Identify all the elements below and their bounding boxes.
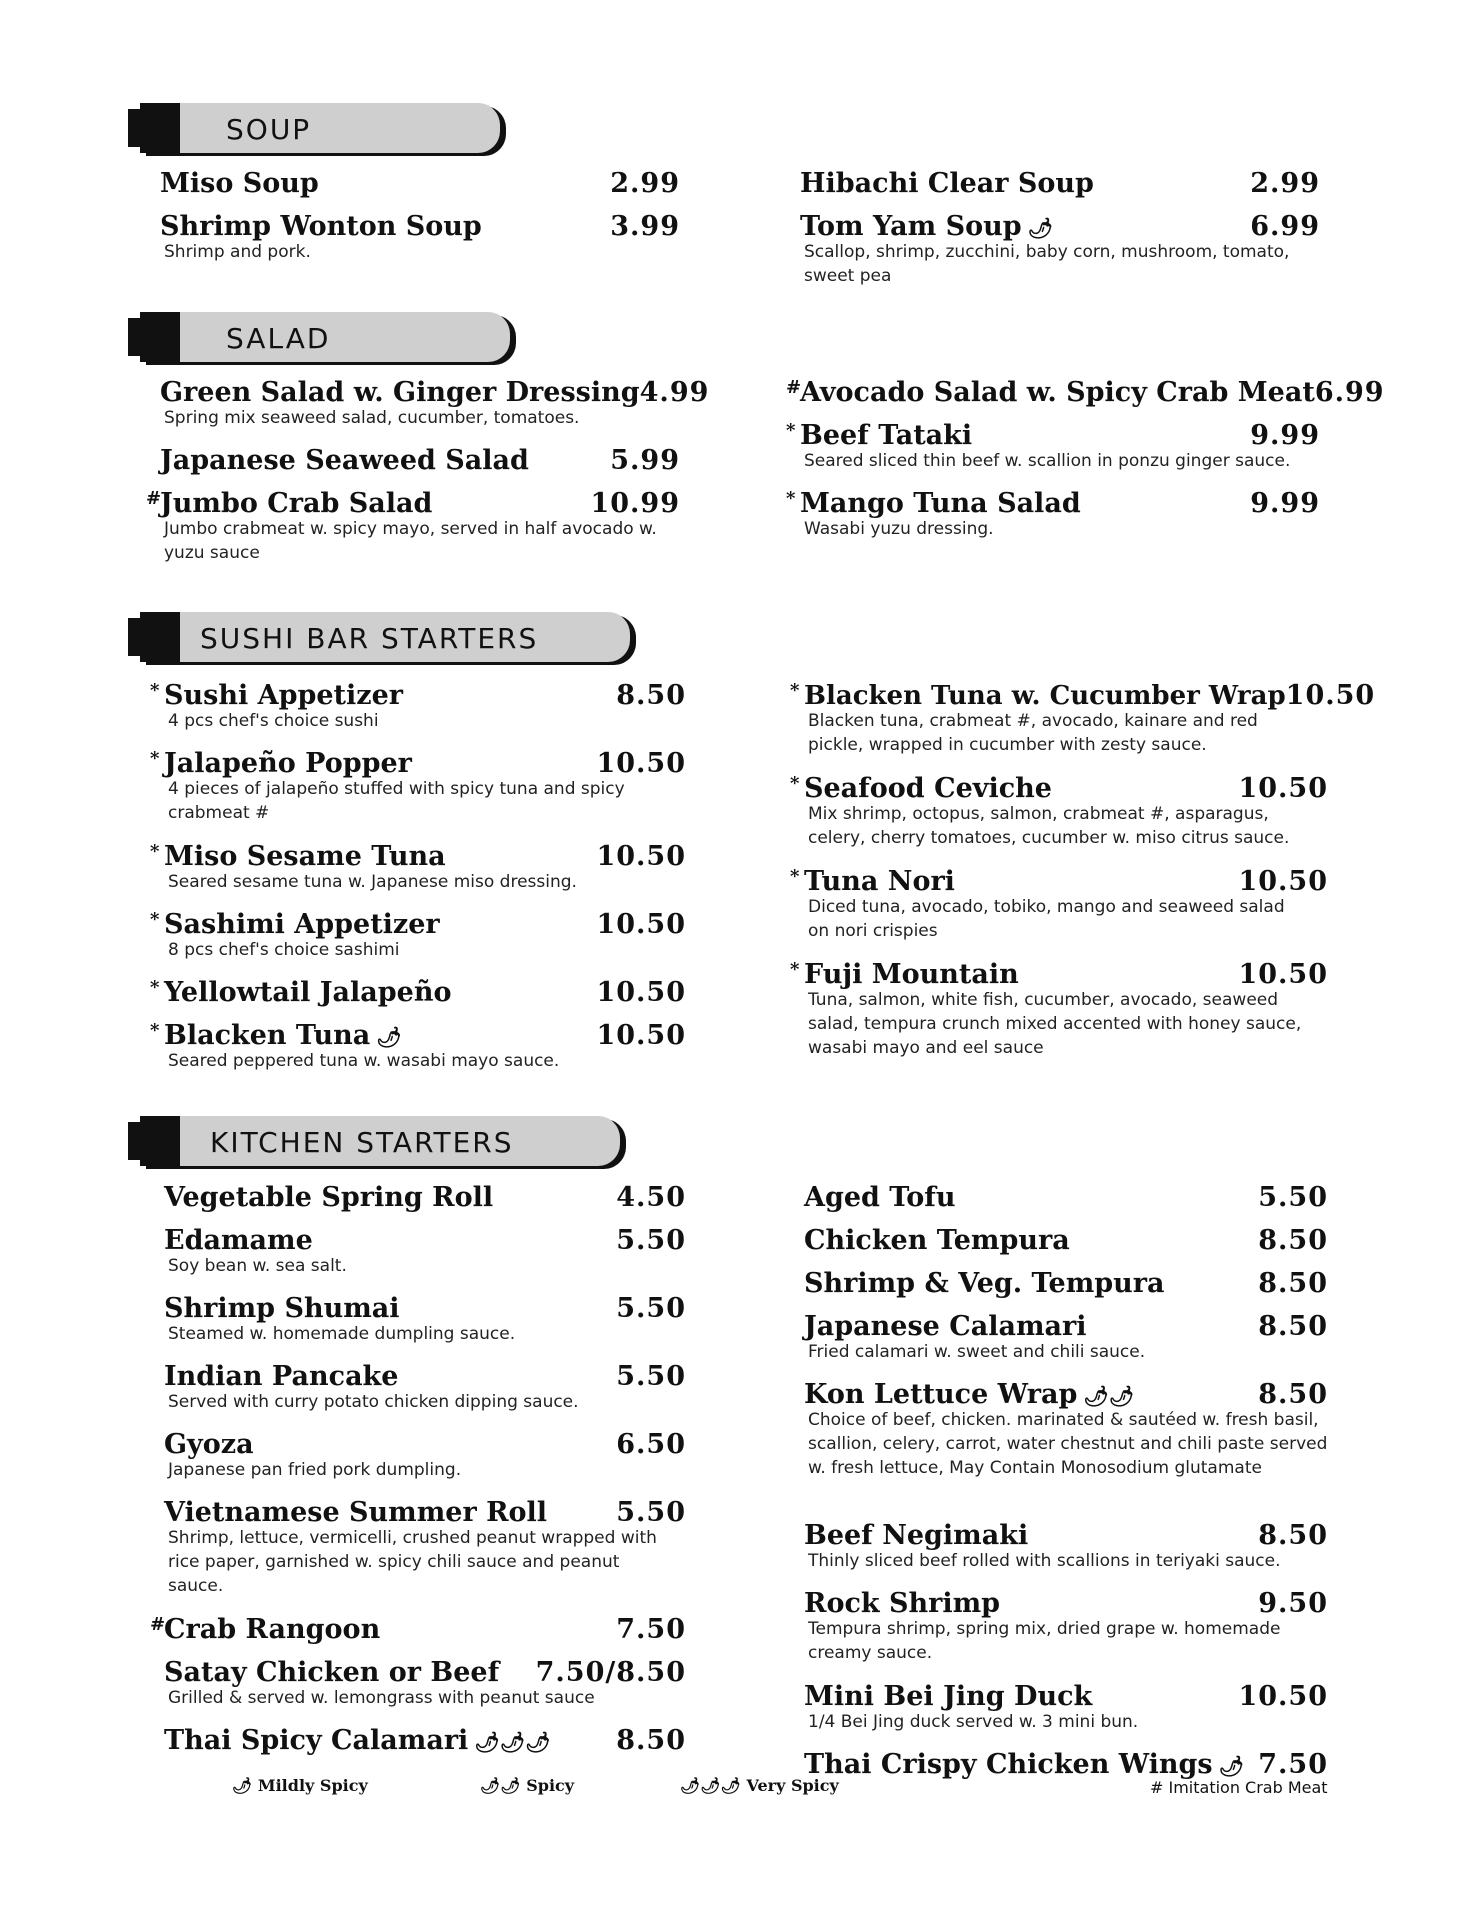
item-price: 6.99 (1250, 211, 1320, 242)
item-price: 9.99 (1250, 420, 1320, 451)
item-mark: # (146, 488, 162, 509)
menu-item (160, 377, 710, 445)
sushi-right-column (790, 680, 1376, 1060)
item-description: Jumbo crabmeat w. spicy mayo, served in half avocado w. yuzu sauce (164, 519, 657, 563)
menu-item (790, 959, 1328, 1060)
item-price: 5.50 (616, 1225, 686, 1256)
item-price: 7.50 (1258, 1749, 1328, 1780)
item-name: Vegetable Spring Roll (164, 1182, 494, 1213)
menu-item (150, 680, 686, 748)
legend-mildly-spicy (232, 1776, 368, 1795)
legend-imitation-crab-note: # Imitation Crab Meat (1150, 1778, 1328, 1797)
item-price: 8.50 (616, 1725, 686, 1756)
item-description: Choice of beef, chicken. marinated & sautéed w. fresh basil, scallion, celery, carrot, water chestnut and chili paste served w. fresh lettuce, May Contain Monosodium glutamate (808, 1410, 1328, 1478)
item-price: 8.50 (1258, 1225, 1328, 1256)
section-banner-sushi-bar-starters (140, 612, 630, 662)
item-name: Tom Yam Soup 🌶 (800, 211, 1054, 242)
item-name: Shrimp Shumai (164, 1293, 400, 1324)
legend-very-spicy (680, 1776, 839, 1795)
item-name: Jumbo Crab Salad (160, 488, 433, 519)
item-name: Jalapeño Popper (164, 748, 412, 779)
item-mark: * (786, 488, 796, 509)
item-price: 5.50 (616, 1497, 686, 1528)
menu-item (146, 488, 680, 565)
item-description: Mix shrimp, octopus, salmon, crabmeat #, asparagus, celery, cherry tomatoes, cucumber w. miso citrus sauce. (808, 804, 1290, 848)
item-description: 8 pcs chef's choice sashimi (168, 940, 400, 960)
item-description: 1/4 Bei Jing duck served w. 3 mini bun. (808, 1712, 1139, 1732)
item-price: 10.50 (596, 748, 686, 779)
item-description: 4 pcs chef's choice sushi (168, 711, 379, 731)
section-title: KITCHEN STARTERS (210, 1126, 514, 1159)
item-price: 10.50 (1285, 680, 1376, 711)
menu-item (790, 866, 1328, 959)
menu-item (164, 1725, 686, 1756)
item-description: Scallop, shrimp, zucchini, baby corn, mushroom, tomato, sweet pea (804, 242, 1290, 286)
item-name: Shrimp Wonton Soup (160, 211, 482, 242)
item-name: Shrimp & Veg. Tempura (804, 1268, 1165, 1299)
chili-pepper-icon: 🌶🌶 (1083, 1384, 1135, 1408)
item-price: 10.50 (1238, 959, 1328, 990)
menu-item (804, 1311, 1328, 1379)
item-name: Japanese Calamari (804, 1311, 1087, 1342)
menu-item (150, 1614, 686, 1657)
item-price: 8.50 (1258, 1268, 1328, 1299)
item-description: Steamed w. homemade dumpling sauce. (168, 1324, 516, 1344)
item-description: Fried calamari w. sweet and chili sauce. (808, 1342, 1146, 1362)
item-name: Sushi Appetizer (164, 680, 403, 711)
item-name: Japanese Seaweed Salad (160, 445, 529, 476)
item-name: Aged Tofu (804, 1182, 956, 1213)
item-price: 5.50 (616, 1361, 686, 1392)
item-description: Japanese pan fried pork dumpling. (168, 1460, 462, 1480)
menu-item (786, 420, 1320, 488)
menu-item (164, 1657, 686, 1725)
menu-item (164, 1361, 686, 1429)
item-price: 10.50 (596, 977, 686, 1008)
menu-item (804, 1182, 1328, 1225)
item-price: 7.50/8.50 (535, 1657, 686, 1688)
item-price: 10.50 (1238, 773, 1328, 804)
item-description: Tuna, salmon, white fish, cucumber, avocado, seaweed salad, tempura crunch mixed accented with honey sauce, wasabi mayo and eel sauce (808, 990, 1302, 1058)
item-name: Seafood Ceviche (804, 773, 1052, 804)
item-name: Satay Chicken or Beef (164, 1657, 500, 1688)
item-price: 10.50 (596, 841, 686, 872)
kitchen-left-column (150, 1182, 686, 1756)
item-price: 3.99 (610, 211, 680, 242)
menu-item (804, 1520, 1328, 1588)
item-price: 10.50 (596, 1020, 686, 1051)
item-name: Yellowtail Jalapeño (164, 977, 452, 1008)
chili-pepper-icon: 🌶🌶 (480, 1776, 521, 1795)
item-description: Diced tuna, avocado, tobiko, mango and seaweed salad on nori crispies (808, 897, 1285, 941)
menu-item (800, 168, 1320, 211)
menu-item (164, 1429, 686, 1497)
legend-label: Spicy (526, 1776, 575, 1795)
item-description: 4 pieces of jalapeño stuffed with spicy tuna and spicy crabmeat # (168, 779, 625, 823)
menu-item (790, 680, 1376, 773)
item-name: Kon Lettuce Wrap 🌶🌶 (804, 1379, 1135, 1410)
item-mark: * (790, 680, 800, 701)
item-mark: * (150, 977, 160, 998)
menu-item (164, 1182, 686, 1225)
salad-right-column (786, 377, 1385, 541)
item-price: 4.99 (639, 377, 710, 408)
chili-pepper-icon: 🌶 (1027, 216, 1054, 240)
item-mark: * (786, 420, 796, 441)
item-price: 2.99 (1250, 168, 1320, 199)
item-price: 10.99 (590, 488, 680, 519)
section-banner-soup (140, 103, 500, 153)
sushi-left-column (150, 680, 686, 1073)
item-price: 6.50 (616, 1429, 686, 1460)
item-description: Spring mix seaweed salad, cucumber, tomatoes. (164, 408, 580, 428)
item-name: Blacken Tuna 🌶 (164, 1020, 402, 1051)
chili-pepper-icon: 🌶 (1218, 1754, 1244, 1778)
item-price: 8.50 (1258, 1379, 1328, 1410)
section-title: SOUP (226, 113, 312, 146)
item-price: 4.50 (616, 1182, 686, 1213)
item-name: Miso Soup (160, 168, 319, 199)
menu-item (164, 1497, 686, 1614)
menu-item (150, 841, 686, 909)
menu-item (804, 1588, 1328, 1681)
section-title: SUSHI BAR STARTERS (200, 622, 539, 655)
item-name: Mini Bei Jing Duck (804, 1681, 1093, 1712)
item-description: Shrimp and pork. (164, 242, 311, 262)
soup-right-column (800, 168, 1320, 288)
item-description: Soy bean w. sea salt. (168, 1256, 347, 1276)
menu-item (150, 1020, 686, 1073)
item-description: Tempura shrimp, spring mix, dried grape w. homemade creamy sauce. (808, 1619, 1281, 1663)
menu-item (790, 773, 1328, 866)
item-name: Green Salad w. Ginger Dressing (160, 377, 640, 408)
section-banner-salad (140, 312, 510, 362)
item-name: Beef Tataki (800, 420, 973, 451)
item-description: Seared sesame tuna w. Japanese miso dressing. (168, 872, 577, 892)
item-name: Fuji Mountain (804, 959, 1019, 990)
item-price: 9.99 (1250, 488, 1320, 519)
menu-item (804, 1749, 1328, 1780)
item-price: 6.99 (1314, 377, 1385, 408)
menu-item (160, 445, 680, 488)
menu-item (800, 211, 1320, 288)
item-name: Tuna Nori (804, 866, 955, 897)
item-mark: * (150, 841, 160, 862)
kitchen-right-column (804, 1182, 1328, 1780)
soup-left-column (160, 168, 680, 264)
item-name: Chicken Tempura (804, 1225, 1070, 1256)
item-name: Mango Tuna Salad (800, 488, 1081, 519)
menu-item (150, 909, 686, 977)
item-price: 8.50 (1258, 1520, 1328, 1551)
menu-item (804, 1225, 1328, 1268)
item-price: 5.50 (616, 1293, 686, 1324)
menu-item (150, 977, 686, 1020)
item-name: Miso Sesame Tuna (164, 841, 446, 872)
menu-item (160, 211, 680, 264)
chili-pepper-icon: 🌶🌶🌶 (680, 1776, 741, 1795)
menu-item (164, 1293, 686, 1361)
item-description: Blacken tuna, crabmeat #, avocado, kainare and red pickle, wrapped in cucumber with zesty sauce. (808, 711, 1258, 755)
item-mark: * (150, 1020, 160, 1041)
item-description: Seared sliced thin beef w. scallion in ponzu ginger sauce. (804, 451, 1291, 471)
chili-pepper-icon: 🌶🌶🌶 (474, 1730, 551, 1754)
item-name: Beef Negimaki (804, 1520, 1029, 1551)
item-price: 8.50 (616, 680, 686, 711)
item-name: Indian Pancake (164, 1361, 399, 1392)
item-mark: * (790, 866, 800, 887)
item-mark: # (786, 377, 802, 398)
item-name: Crab Rangoon (164, 1614, 381, 1645)
item-name: Sashimi Appetizer (164, 909, 440, 940)
item-price: 5.99 (610, 445, 680, 476)
menu-item (164, 1225, 686, 1293)
item-mark: * (150, 680, 160, 701)
menu-item (804, 1268, 1328, 1311)
item-description: Thinly sliced beef rolled with scallions in teriyaki sauce. (808, 1551, 1281, 1571)
section-banner-kitchen-starters (140, 1116, 620, 1166)
item-price: 5.50 (1258, 1182, 1328, 1213)
menu-item (804, 1379, 1328, 1520)
menu-item (786, 377, 1385, 420)
item-mark: * (790, 959, 800, 980)
chili-pepper-icon: 🌶 (376, 1025, 402, 1049)
item-description: Wasabi yuzu dressing. (804, 519, 994, 539)
item-name: Thai Spicy Calamari 🌶🌶🌶 (164, 1725, 551, 1756)
item-mark: # (150, 1614, 166, 1635)
menu-item (786, 488, 1320, 541)
item-mark: * (150, 748, 160, 769)
item-price: 10.50 (596, 909, 686, 940)
item-description: Shrimp, lettuce, vermicelli, crushed peanut wrapped with rice paper, garnished w. spicy chili sauce and peanut sauce. (168, 1528, 657, 1596)
legend-label: Very Spicy (746, 1776, 839, 1795)
item-price: 9.50 (1258, 1588, 1328, 1619)
item-price: 2.99 (610, 168, 680, 199)
item-description: Grilled & served w. lemongrass with peanut sauce (168, 1688, 595, 1708)
item-description: Seared peppered tuna w. wasabi mayo sauce. (168, 1051, 560, 1071)
item-name: Avocado Salad w. Spicy Crab Meat (800, 377, 1315, 408)
item-mark: * (790, 773, 800, 794)
menu-item (150, 748, 686, 841)
chili-pepper-icon: 🌶 (232, 1776, 253, 1795)
item-price: 10.50 (1238, 866, 1328, 897)
item-name: Gyoza (164, 1429, 254, 1460)
menu-item (160, 168, 680, 211)
item-name: Thai Crispy Chicken Wings 🌶 (804, 1749, 1244, 1780)
item-name: Hibachi Clear Soup (800, 168, 1094, 199)
item-price: 8.50 (1258, 1311, 1328, 1342)
item-name: Edamame (164, 1225, 313, 1256)
item-price: 7.50 (616, 1614, 686, 1645)
section-title: SALAD (226, 322, 331, 355)
legend-label: Mildly Spicy (257, 1776, 368, 1795)
item-name: Vietnamese Summer Roll (164, 1497, 548, 1528)
item-name: Rock Shrimp (804, 1588, 1001, 1619)
menu-item (804, 1681, 1328, 1749)
salad-left-column (146, 377, 710, 565)
item-price: 10.50 (1238, 1681, 1328, 1712)
item-name: Blacken Tuna w. Cucumber Wrap (804, 681, 1286, 711)
item-mark: * (150, 909, 160, 930)
item-description: Served with curry potato chicken dipping sauce. (168, 1392, 579, 1412)
legend-spicy (480, 1776, 574, 1795)
